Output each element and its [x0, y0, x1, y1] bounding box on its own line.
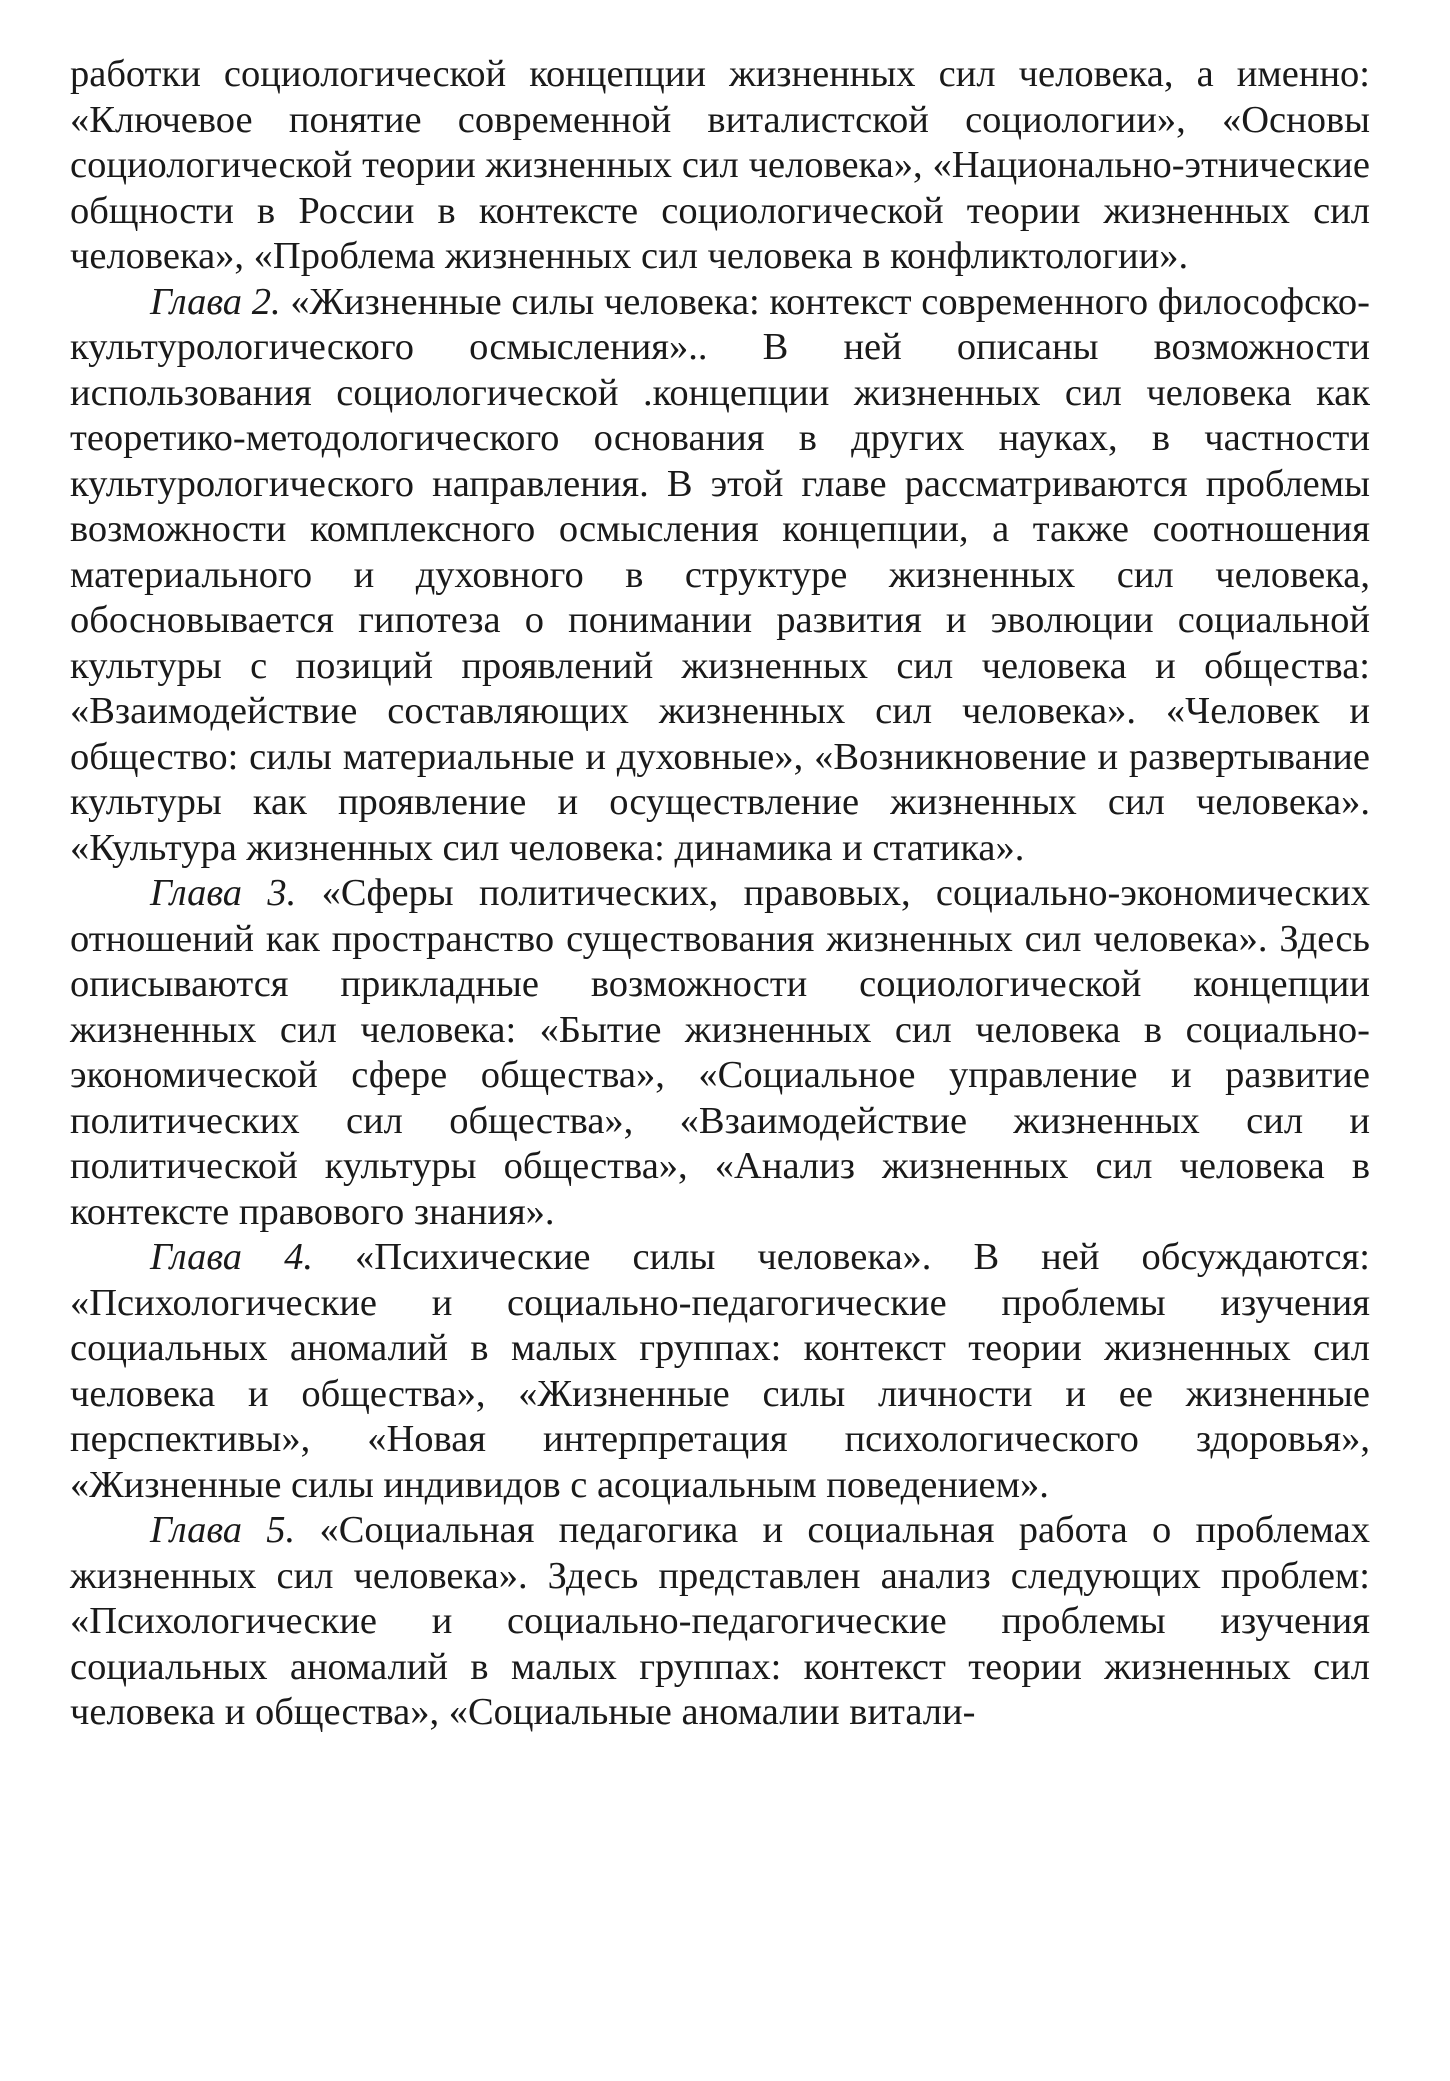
paragraph-chapter-3 [70, 871, 1370, 1235]
chapter-label: Глава 2. [150, 280, 281, 323]
paragraph-chapter-5 [70, 1508, 1370, 1736]
paragraph-chapter-2 [70, 280, 1370, 872]
paragraph-text: «Сферы политических, правовых, социально-экономических отношений как пространство существования жизненных сил человека». Здесь описываются прикладные возможности социологической концепции жизненных сил человека: «Бытие жизненных сил человека в социально-экономической сфере общества», «Социальное управление и развитие политических сил общества», «Взаимодействие жизненных сил и политической культуры общества», «Анализ жизненных сил человека в контексте правового знания». [70, 872, 1371, 1233]
paragraph-text: работки социологической концепции жизненных сил человека, а именно: «Ключевое понятие современной виталистской социологии», «Основы социологической теории жизненных сил человека», «Национально-этнические общности в России в контексте социологической теории жизненных сил человека», «Проблема жизненных сил человека в конфликтологии». [70, 53, 1370, 277]
paragraph-text: «Психические силы человека». В ней обсуждаются: «Психологические и социально-педагогические проблемы изучения социальных аномалий в малых группах: контекст теории жизненных сил человека и общества», «Жизненные силы личности и ее жизненные перспективы», «Новая интерпретация психологического здоровья», «Жизненные силы индивидов с асоциальным поведением». [70, 1236, 1370, 1506]
chapter-label: Глава 3. [150, 872, 297, 914]
paragraph-intro [70, 52, 1370, 280]
chapter-label: Глава 4. [150, 1236, 313, 1278]
document-page [70, 52, 1370, 1736]
paragraph-chapter-4 [70, 1235, 1370, 1508]
chapter-label: Глава 5. [150, 1509, 296, 1551]
paragraph-text: «Социальная педагогика и социальная работа о проблемах жизненных сил человека». Здесь представлен анализ следующих проблем: «Психологические и социально-педагогические проблемы изучения социальных аномалий в малых группах: контекст теории жизненных сил человека и общества», «Социальные аномалии витали- [70, 1509, 1370, 1733]
paragraph-text: «Жизненные силы человека: контекст современного философско-культурологического осмысления».. В ней описаны возможности использования социологической .концепции жизненных сил человека как теоретико-методологического основания в других науках, в частности культурологического направления. В этой главе рассматриваются проблемы возможности комплексного осмысления концепции, а также соотношения материального и духовного в структуре жизненных сил человека, обосновывается гипотеза о понимании развития и эволюции социальной культуры с позиций проявлений жизненных сил человека и общества: «Взаимодействие составляющих жизненных сил человека». «Человек и общество: силы материальные и духовные», «Возникновение и развертывание культуры как проявление и осуществление жизненных сил человека». «Культура жизненных сил человека: динамика и статика». [70, 280, 1370, 869]
